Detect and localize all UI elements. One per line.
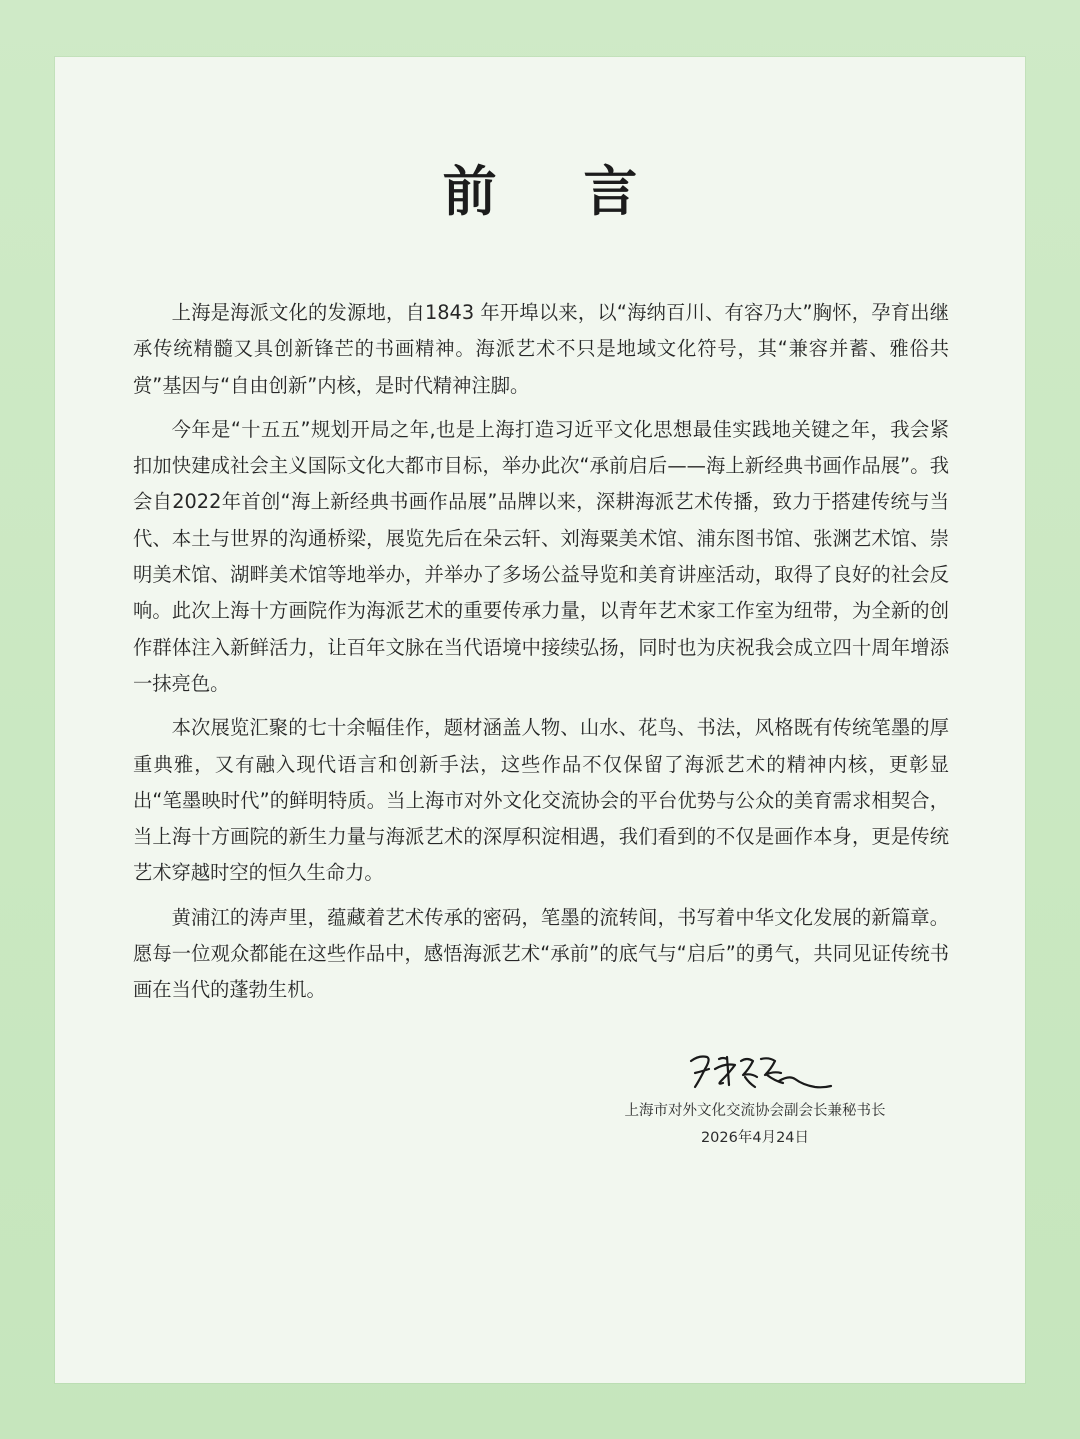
handwritten-signature: [685, 1047, 835, 1097]
document-title: 前 言: [442, 159, 672, 223]
document-date: 2026年4月24日: [700, 1130, 810, 1146]
paragraph-4: 黄浦江的涛声里，蕴藏着艺术传承的密码，笔墨的流转间，书写着中华文化发展的新篇章。愿每一位观众都能在这些作品中，感悟海派艺术“承前”的底气与“启后”的勇气，共同见证传统书画在当代的蓬勃生机。: [133, 905, 949, 1002]
paragraph-2: 今年是“十五五”规划开局之年,也是上海打造习近平文化思想最佳实践地关键之年，我会紧扣加快建成社会主义国际文化大都市目标，举办此次“承前启后——海上新经典书画作品展”。我会自2022年首创“海上新经典书画作品展”品牌以来，深耕海派艺术传播，致力于搭建传统与当代、本土与世界的沟通桥梁，展览先后在朵云轩、刘海粟美术馆、浦东图书馆、张渊艺术馆、崇明美术馆、湖畔美术馆等地举办，并举办了多场公益导览和美育讲座活动，取得了良好的社会反响。此次上海十方画院作为海派艺术的重要传承力量，以青年艺术家工作室为纽带，为全新的创作群体注入新鲜活力，让百年文脉在当代语境中接续弘扬，同时也为庆祝我会成立四十周年增添一抹亮色。: [133, 417, 949, 695]
document-body: [133, 295, 949, 1017]
signer-title: 上海市对外文化交流协会副会长兼秘书长: [624, 1103, 886, 1119]
paragraph-1: 上海是海派文化的发源地，自1843 年开埠以来，以“海纳百川、有容乃大”胸怀，孕育出继承传统精髓又具创新锋芒的书画精神。海派艺术不只是地域文化符号，其“兼容并蓄、雅俗共赏”基因与“自由创新”内核，是时代精神注脚。: [133, 301, 949, 397]
paragraph-3: 本次展览汇聚的七十余幅佳作，题材涵盖人物、山水、花鸟、书法，风格既有传统笔墨的厚重典雅，又有融入现代语言和创新手法，这些作品不仅保留了海派艺术的精神内核，更彰显出“笔墨映时代”的鲜明特质。当上海市对外文化交流协会的平台优势与公众的美育需求相契合，当上海十方画院的新生力量与海派艺术的深厚积淀相遇，我们看到的不仅是画作本身，更是传统艺术穿越时空的恒久生命力。: [133, 716, 949, 885]
document-paper: [55, 57, 1025, 1383]
